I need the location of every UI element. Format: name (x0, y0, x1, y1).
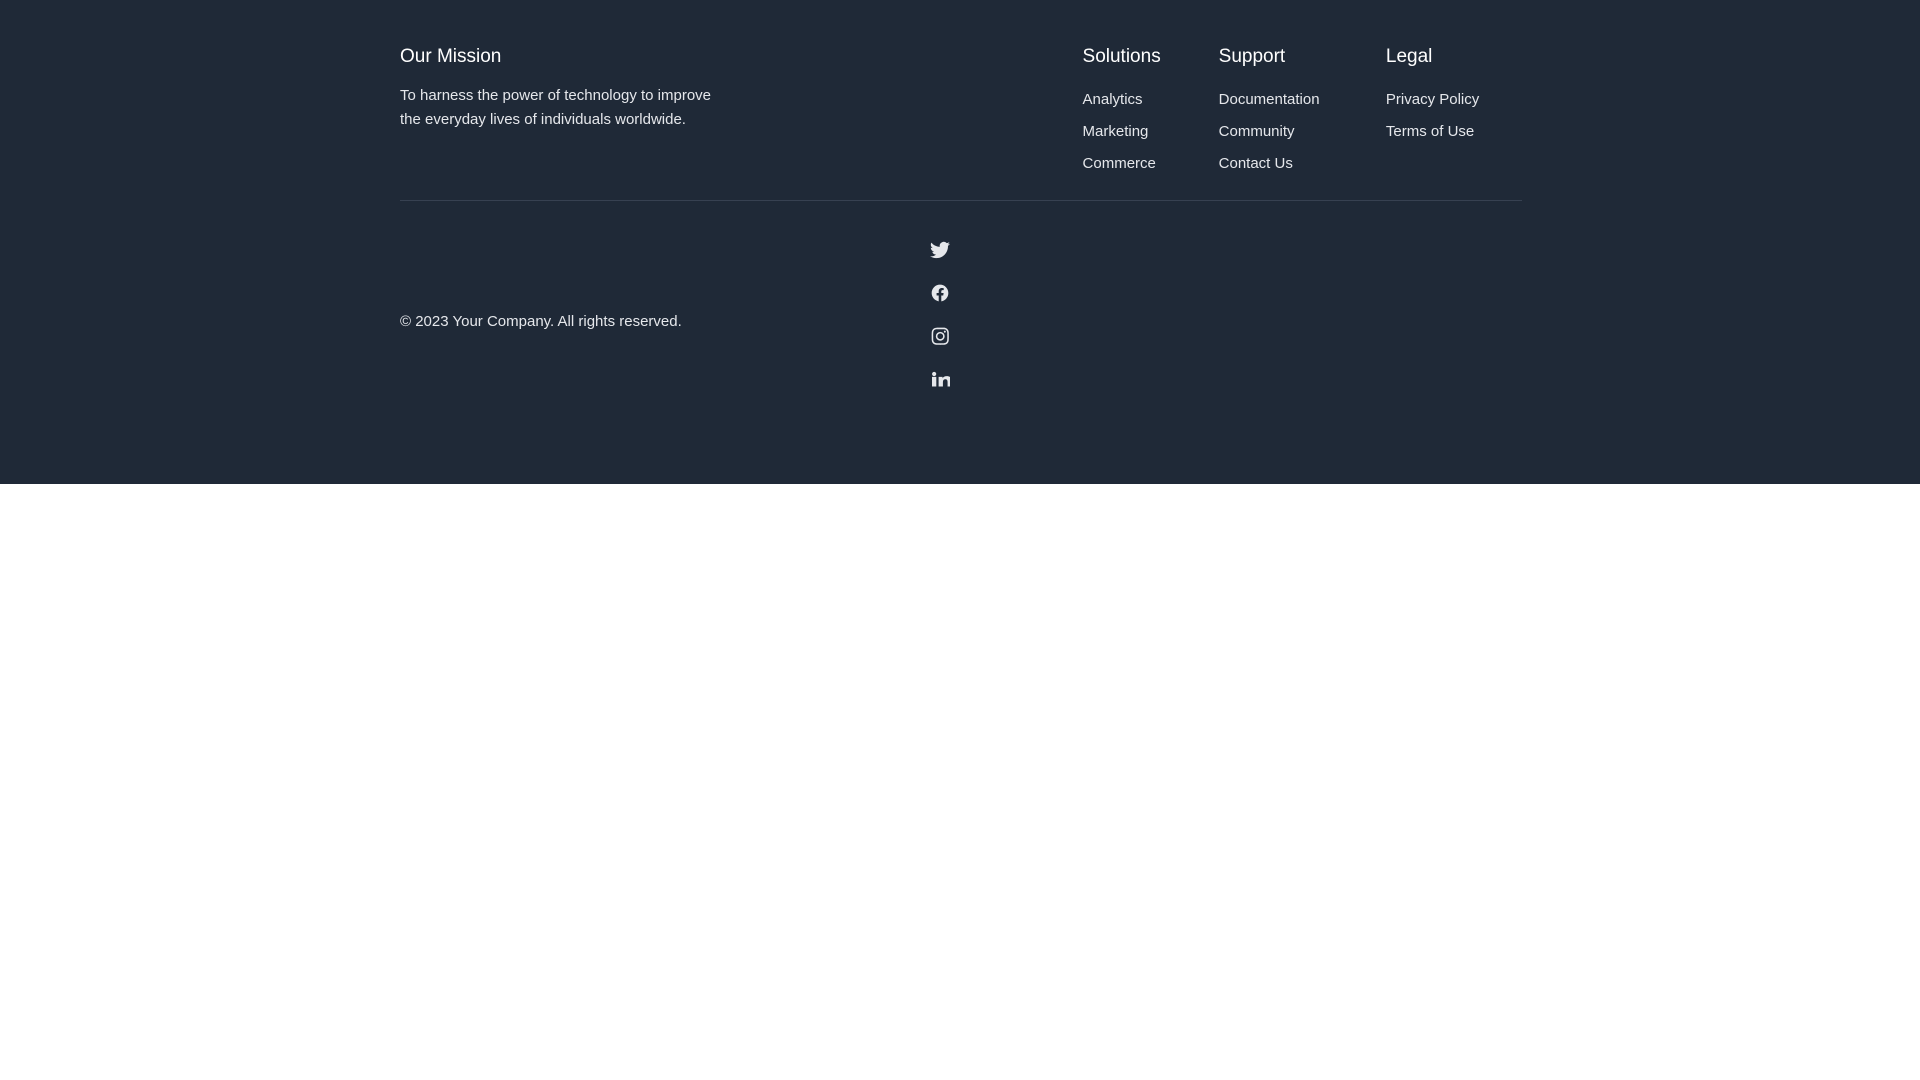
footer-link-privacy-policy[interactable]: Privacy Policy (1385, 91, 1480, 108)
footer-link-analytics[interactable]: Analytics (1082, 91, 1143, 108)
twitter-icon[interactable] (930, 240, 950, 260)
social-links (930, 240, 950, 389)
footer-link-terms-of-use[interactable]: Terms of Use (1385, 123, 1475, 140)
instagram-icon[interactable] (930, 326, 950, 346)
footer-link-marketing[interactable]: Marketing (1082, 123, 1149, 140)
footer-link-commerce[interactable]: Commerce (1082, 155, 1156, 172)
footer-link-contact-us[interactable]: Contact Us (1218, 155, 1293, 172)
footer-column-solutions (1083, 45, 1219, 180)
facebook-icon[interactable] (930, 283, 950, 303)
footer-column-title-legal: Legal (1385, 46, 1433, 67)
footer-column-support (1219, 45, 1386, 180)
footer-container (400, 0, 1522, 484)
mission-text: To harness the power of technology to improve the everyday lives of individuals worldwide. (400, 87, 712, 128)
footer-column-title-support: Support (1218, 46, 1286, 67)
linkedin-icon[interactable] (930, 369, 950, 389)
footer-top-row (400, 45, 1522, 180)
footer-column-legal (1386, 45, 1522, 148)
mission-block (400, 45, 1083, 132)
copyright-text: © 2023 Your Company. All rights reserved. (400, 313, 682, 330)
footer-column-title-solutions: Solutions (1082, 46, 1161, 67)
footer-link-community[interactable]: Community (1218, 123, 1295, 140)
facebook-icon-glyph (930, 283, 950, 303)
twitter-icon-glyph (930, 240, 950, 260)
site-footer (0, 0, 1920, 484)
instagram-icon-glyph (930, 326, 950, 346)
footer-link-documentation[interactable]: Documentation (1218, 91, 1320, 108)
linkedin-icon-glyph (930, 369, 950, 389)
mission-title: Our Mission (400, 46, 502, 67)
footer-bottom-row (400, 200, 1522, 484)
